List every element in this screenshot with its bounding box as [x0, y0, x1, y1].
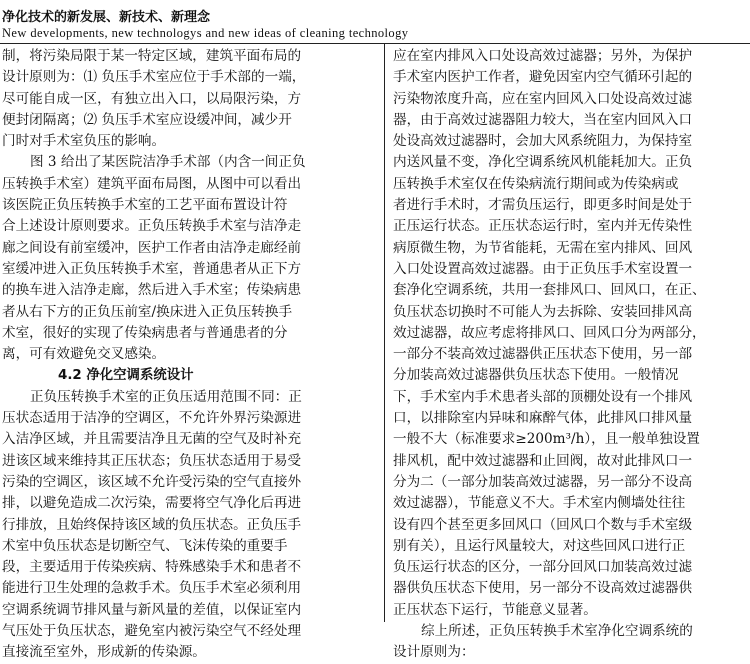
text-line: 套净化空调系统，共用一套排风口、回风口，在正、 — [393, 282, 706, 299]
text-line: 进该区域来维持其正压状态；负压状态适用于易受 — [2, 452, 302, 469]
text-line: 分加装高效过滤器供负压状态下使用。一般情况 — [393, 367, 679, 384]
header-rule — [0, 43, 750, 44]
text-line: 一部分不装高效过滤器供正压状态下使用，另一部 — [393, 346, 693, 363]
text-line: 别有关），且运行风量较大，对这些回风口进行正 — [393, 537, 686, 554]
left-column — [2, 46, 377, 664]
header-title-chinese: 净化技术的新发展、新技术、新理念 — [2, 10, 211, 25]
column-divider — [384, 44, 385, 622]
text-line: 正负压转换手术室的正负压适用范围不同：正 — [30, 388, 302, 405]
header-title-english: New developments, new technologys and new ideas of cleaning technology — [2, 26, 409, 40]
text-line: 便封闭隔离；⑵ 负压手术室应设缓冲间，减少开 — [2, 111, 292, 128]
text-line: 口，以排除室内异味和麻醉气体，此排风口排风量 — [393, 410, 693, 427]
text-line: 手术室内医护工作者，避免因室内空气循环引起的 — [393, 69, 693, 86]
text-line: 者从右下方的正负压前室/换床进入正负压转换手 — [2, 303, 293, 320]
right-column — [393, 46, 745, 664]
text-line: 负压运行状态的区分，一部分回风口加装高效过滤 — [393, 559, 693, 576]
text-line: 效过滤器），节能意义不大。手术室内侧墙处往往 — [393, 495, 686, 512]
text-line: 器供负压状态下使用，另一部分不设高效过滤器供 — [393, 580, 693, 597]
text-line: 门时对手术室负压的影响。 — [2, 133, 166, 150]
text-line: 图 3 给出了某医院洁净手术部（内含一间正负 — [30, 154, 306, 171]
text-line: 室缓冲进入正负压转换手术室，普通患者从正下方 — [2, 260, 302, 277]
text-line: 者进行手术时，才需负压运行，即更多时间是处于 — [393, 197, 693, 214]
text-line: 能进行卫生处理的急救手术。负压手术室必须利用 — [2, 580, 302, 597]
text-line: 合上述设计原则要求。正负压转换手术室与洁净走 — [2, 218, 302, 235]
section-heading: 4.2 净化空调系统设计 — [58, 368, 194, 384]
text-line: 压状态适用于洁净的空调区，不允许外界污染源进 — [2, 410, 302, 427]
text-line: 正压状态下运行，节能意义显著。 — [393, 601, 597, 618]
text-line: 一般不大（标准要求≥200m³/h），且一般单独设置 — [393, 431, 700, 448]
text-line: 离，可有效避免交叉感染。 — [2, 346, 166, 363]
text-line: 行排放，且始终保持该区域的负压状态。正负压手 — [2, 516, 302, 533]
text-line: 尽可能自成一区，有独立出入口，以局限污染，方 — [2, 90, 302, 107]
text-line: 段，主要适用于传染疾病、特殊感染手术和患者不 — [2, 559, 302, 576]
text-line: 排风机，配中效过滤器和止回阀，故对此排风口一 — [393, 452, 693, 469]
running-header — [0, 0, 750, 44]
text-line: 排，以避免造成二次污染，需要将空气净化后再进 — [2, 495, 302, 512]
text-line: 该医院正负压转换手术室的工艺平面布置设计符 — [2, 197, 288, 214]
text-line: 空调系统调节排风量与新风量的差值，以保证室内 — [2, 601, 302, 618]
text-line: 术室中负压状态是切断空气、飞沫传染的重要手 — [2, 537, 288, 554]
text-line: 气压处于负压状态，避免室内被污染空气不经处理 — [2, 623, 302, 640]
text-line: 设计原则为：⑴ 负压手术室应位于手术部的一端， — [2, 69, 306, 86]
text-line: 设有四个甚至更多回风口（回风口个数与手术室级 — [393, 516, 693, 533]
text-line: 的换车进入洁净走廊，然后进入手术室；传染病患 — [2, 282, 302, 299]
text-line: 负压状态切换时不可能人为去拆除、安装回排风高 — [393, 303, 693, 320]
text-line: 污染的空调区，该区域不允许受污染的空气直接外 — [2, 473, 302, 490]
text-line: 廊之间设有前室缓冲，医护工作者由洁净走廊经前 — [2, 239, 302, 256]
text-line: 器，由于高效过滤器阻力较大，当在室内回风入口 — [393, 111, 693, 128]
text-line: 效过滤器，故应考虑将排风口、回风口分为两部分， — [393, 324, 706, 341]
text-line: 压转换手术室）建筑平面布局图，从图中可以看出 — [2, 175, 302, 192]
text-line: 病原微生物，为节省能耗，无需在室内排风、回风 — [393, 239, 693, 256]
text-line: 设计原则为： — [393, 644, 475, 661]
text-line: 术室，很好的实现了传染病患者与普通患者的分 — [2, 324, 288, 341]
text-line: 污染物浓度升高，应在室内回风入口处设高效过滤 — [393, 90, 693, 107]
text-line: 内送风量不变，净化空调系统风机能耗加大。正负 — [393, 154, 693, 171]
text-line: 制，将污染局限于某一特定区域，建筑平面布局的 — [2, 48, 302, 64]
text-line: 正压运行状态。正压状态运行时，室内并无传染性 — [393, 218, 693, 235]
text-line: 入口处设置高效过滤器。由于正负压手术室设置一 — [393, 260, 693, 277]
text-line: 处设高效过滤器时，会加大风系统阻力，为保持室 — [393, 133, 693, 150]
text-line: 直接流至室外，形成新的传染源。 — [2, 644, 206, 661]
text-line: 综上所述，正负压转换手术室净化空调系统的 — [421, 623, 693, 640]
text-line: 压转换手术室仅在传染病流行期间或为传染病或 — [393, 175, 679, 192]
text-line: 下，手术室内手术患者头部的顶棚处设有一个排风 — [393, 388, 693, 405]
text-line: 入洁净区域，并且需要洁净且无菌的空气及时补充 — [2, 431, 302, 448]
text-line: 分为二（一部分加装高效过滤器，另一部分不设高 — [393, 473, 693, 490]
text-line: 应在室内排风入口处设高效过滤器；另外，为保护 — [393, 48, 693, 64]
